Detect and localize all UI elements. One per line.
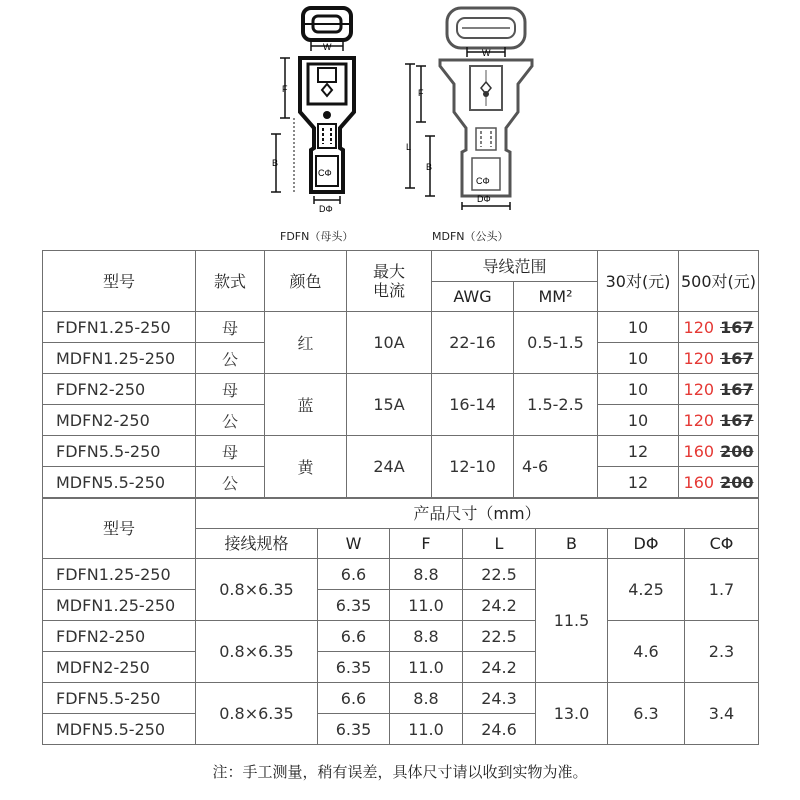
header-color: 颜色: [265, 251, 347, 312]
price-500-cell: [679, 343, 759, 374]
header-price-500: 500对(元): [679, 251, 759, 312]
header-max-current: 最大电流: [347, 251, 432, 312]
c-cell: 3.4: [685, 683, 759, 745]
l-cell: 22.5: [463, 559, 536, 590]
male-dim-c-label: CΦ: [476, 176, 490, 186]
header-product-size: 产品尺寸（mm）: [196, 499, 759, 529]
price-500-cell: [679, 312, 759, 343]
c-cell: 1.7: [685, 559, 759, 621]
model-cell: MDFN1.25-250: [43, 343, 196, 374]
header-wiring-spec: 接线规格: [196, 529, 318, 559]
price-500-cell: [679, 405, 759, 436]
table-row: [43, 312, 759, 343]
w-cell: 6.35: [318, 590, 390, 621]
current-cell: 10A: [347, 312, 432, 374]
color-cell: 蓝: [265, 374, 347, 436]
sale-price: 120: [683, 317, 715, 337]
w-cell: 6.6: [318, 559, 390, 590]
header-w: W: [318, 529, 390, 559]
sale-price: 120: [683, 410, 715, 430]
color-cell: 红: [265, 312, 347, 374]
model-cell: MDFN2-250: [43, 652, 196, 683]
male-dim-d-label: DΦ: [477, 194, 491, 204]
original-price: 200: [720, 441, 754, 461]
original-price: 167: [720, 379, 754, 399]
d-cell: 4.6: [608, 621, 685, 683]
female-terminal-caption: FDFN（母头）: [280, 230, 354, 243]
model-cell: FDFN1.25-250: [43, 559, 196, 590]
male-dim-w-label: W: [482, 48, 491, 58]
model-cell: FDFN1.25-250: [43, 312, 196, 343]
style-cell: 公: [196, 405, 265, 436]
sale-price: 120: [683, 348, 715, 368]
f-cell: 11.0: [390, 652, 463, 683]
color-cell: 黄: [265, 436, 347, 498]
awg-cell: 16-14: [432, 374, 514, 436]
mm-cell: 0.5-1.5: [514, 312, 598, 374]
female-dim-b-label: B: [272, 158, 279, 168]
terminal-diagrams: [0, 0, 800, 250]
mm-cell: 1.5-2.5: [514, 374, 598, 436]
table-row: [43, 436, 759, 467]
f-cell: 8.8: [390, 559, 463, 590]
table-row: [43, 559, 759, 590]
l-cell: 22.5: [463, 621, 536, 652]
header-f: F: [390, 529, 463, 559]
style-cell: 母: [196, 436, 265, 467]
header-model: 型号: [43, 251, 196, 312]
footnote: 注：手工测量，稍有误差，具体尺寸请以收到实物为准。: [212, 763, 588, 781]
w-cell: 6.6: [318, 621, 390, 652]
table-row: [43, 374, 759, 405]
male-terminal-caption: MDFN（公头）: [432, 230, 509, 243]
header-b: B: [536, 529, 608, 559]
model-cell: MDFN1.25-250: [43, 590, 196, 621]
model-cell: FDFN2-250: [43, 621, 196, 652]
w-cell: 6.6: [318, 683, 390, 714]
original-price: 167: [720, 348, 754, 368]
model-cell: FDFN5.5-250: [43, 436, 196, 467]
wiring-spec-cell: 0.8×6.35: [196, 621, 318, 683]
original-price: 167: [720, 317, 754, 337]
d-cell: 4.25: [608, 559, 685, 621]
sale-price: 160: [683, 441, 715, 461]
f-cell: 11.0: [390, 590, 463, 621]
price-30-cell: 10: [598, 405, 679, 436]
male-terminal-drawing: [405, 8, 532, 210]
f-cell: 11.0: [390, 714, 463, 745]
price-30-cell: 12: [598, 467, 679, 498]
sale-price: 160: [683, 472, 715, 492]
w-cell: 6.35: [318, 652, 390, 683]
wiring-spec-cell: 0.8×6.35: [196, 559, 318, 621]
b-cell: 13.0: [536, 683, 608, 745]
price-500-cell: [679, 374, 759, 405]
style-cell: 母: [196, 312, 265, 343]
price-500-cell: [679, 436, 759, 467]
male-dim-l-label: L: [406, 142, 412, 152]
male-dim-b-label: B: [426, 162, 433, 172]
price-30-cell: 10: [598, 312, 679, 343]
header-model: 型号: [43, 499, 196, 559]
price-30-cell: 10: [598, 374, 679, 405]
d-cell: 6.3: [608, 683, 685, 745]
model-cell: FDFN2-250: [43, 374, 196, 405]
l-cell: 24.2: [463, 590, 536, 621]
w-cell: 6.35: [318, 714, 390, 745]
f-cell: 8.8: [390, 683, 463, 714]
header-wire-range: 导线范围: [432, 251, 598, 282]
current-cell: 15A: [347, 374, 432, 436]
table-row: [43, 621, 759, 652]
price-500-cell: [679, 467, 759, 498]
header-d: DΦ: [608, 529, 685, 559]
model-cell: MDFN2-250: [43, 405, 196, 436]
wiring-spec-cell: 0.8×6.35: [196, 683, 318, 745]
price-30-cell: 12: [598, 436, 679, 467]
model-cell: MDFN5.5-250: [43, 467, 196, 498]
awg-cell: 22-16: [432, 312, 514, 374]
header-price-30: 30对(元): [598, 251, 679, 312]
male-dim-f-label: F: [418, 88, 424, 98]
female-dim-f-label: F: [282, 84, 288, 94]
female-terminal-drawing: [271, 8, 354, 204]
price-30-cell: 10: [598, 343, 679, 374]
awg-cell: 12-10: [432, 436, 514, 498]
terminal-drawings: [0, 0, 800, 250]
style-cell: 公: [196, 467, 265, 498]
header-awg: AWG: [432, 282, 514, 312]
model-cell: MDFN5.5-250: [43, 714, 196, 745]
female-dim-d-label: DΦ: [319, 204, 333, 214]
female-dim-c-label: CΦ: [318, 168, 332, 178]
model-cell: FDFN5.5-250: [43, 683, 196, 714]
style-cell: 母: [196, 374, 265, 405]
header-l: L: [463, 529, 536, 559]
original-price: 200: [720, 472, 754, 492]
sale-price: 120: [683, 379, 715, 399]
header-c: CΦ: [685, 529, 759, 559]
l-cell: 24.3: [463, 683, 536, 714]
original-price: 167: [720, 410, 754, 430]
l-cell: 24.2: [463, 652, 536, 683]
mm-cell: 4-6: [514, 436, 598, 498]
female-dim-w-label: W: [323, 42, 332, 52]
dimension-table: [42, 498, 759, 745]
f-cell: 8.8: [390, 621, 463, 652]
table-row: [43, 683, 759, 714]
header-style: 款式: [196, 251, 265, 312]
price-table: [42, 250, 759, 498]
style-cell: 公: [196, 343, 265, 374]
b-cell: 11.5: [536, 559, 608, 683]
c-cell: 2.3: [685, 621, 759, 683]
current-cell: 24A: [347, 436, 432, 498]
header-mm: MM²: [514, 282, 598, 312]
l-cell: 24.6: [463, 714, 536, 745]
